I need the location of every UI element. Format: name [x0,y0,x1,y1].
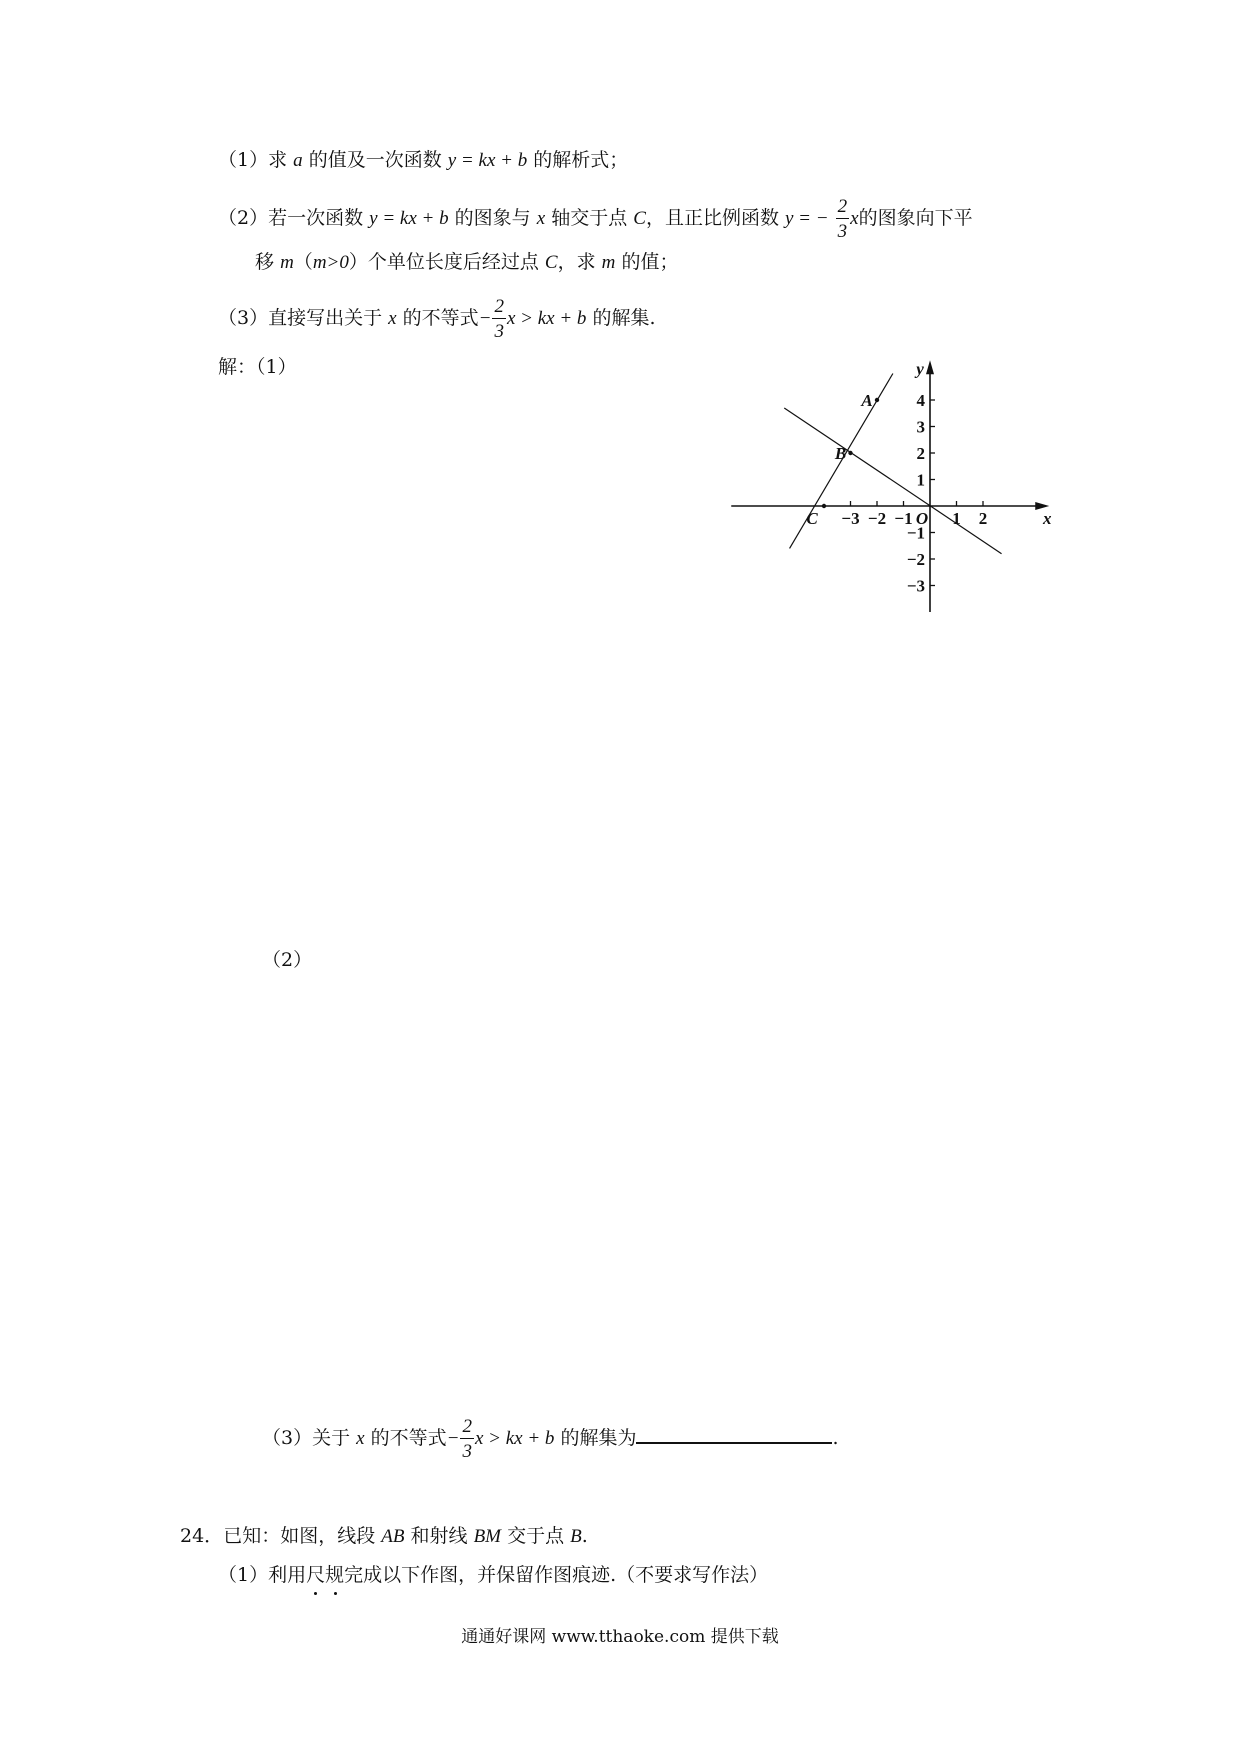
point-b-label: B [834,444,847,463]
proportional-function-lhs: y = − [785,208,829,229]
fraction-numerator: 2 [462,1416,472,1437]
fraction-numerator: 2 [494,296,504,317]
emphasis-ruler-compass [306,1564,344,1586]
q23-answer-3 [262,1417,839,1461]
coordinate-graph [720,340,1052,600]
q23-part2-text: ，且正比例函数 [645,207,779,229]
q23-part3-text-end: 的解集. [592,307,656,329]
q23-part2-text: 移 [255,251,275,273]
inequality: x > kx + b [474,1428,555,1449]
fraction-two-thirds [460,1417,474,1461]
point-b-marker [848,451,852,455]
graph-line-2 [784,408,1001,554]
var-x: x [850,208,859,229]
fraction-two-thirds [492,297,506,341]
q23-part2-text-end: 的值； [621,251,679,273]
x-tick-label: −2 [867,509,887,528]
q24-text: 和射线 [410,1525,468,1547]
origin-label: O [915,509,929,528]
minus-sign: − [446,1428,460,1449]
emphasis-dot [314,1592,317,1595]
minus-sign: − [478,308,492,329]
answer3-period: . [832,1427,839,1449]
point-c-label: C [806,509,818,528]
q24-part1 [218,1563,768,1587]
y-tick-label: −2 [906,550,925,569]
point-a-marker [875,398,879,402]
q23-part1 [218,148,628,173]
point-a-label: A [861,391,873,410]
q23-part3-label: （3）直接写出关于 [218,307,383,329]
q24-part1-label: （1）利用 [218,1564,307,1586]
var-x: x [388,308,397,329]
q23-part2-cont [255,250,678,275]
y-tick-label: 3 [916,417,925,437]
answer3-text: 的解集为 [560,1427,637,1449]
q23-part2-text: ）个单位长度后经过点 [348,251,539,273]
ray-bm: BM [473,1526,502,1547]
q23-part2-text: 的图象向下平 [858,207,973,229]
q24-period: . [581,1525,588,1547]
point-b: B [570,1526,582,1547]
x-tick-label: −1 [894,509,913,528]
q23-part2-label: （2）若一次函数 [218,207,364,229]
var-x: x [356,1428,365,1449]
q24-text: 交于点 [507,1525,565,1547]
answer3-label: （3）关于 [262,1427,351,1449]
paren-open: （ [293,251,313,273]
x-tick-label: 1 [952,509,961,528]
x-tick-label: 2 [978,509,988,528]
solution-label-1: 解：（1） [218,356,297,378]
y-tick-label: 2 [916,444,925,463]
q24-text: 已知：如图，线段 [223,1525,376,1547]
q24-stem [180,1524,588,1549]
graph-root [731,359,1052,612]
y-axis-label: y [916,359,924,379]
q23-part2 [218,197,973,241]
fraction-denominator: 3 [494,321,504,342]
segment-ab: AB [381,1526,405,1547]
inequality: x > kx + b [506,308,587,329]
var-a: a [293,150,303,171]
linear-function-equation: y = kx + b [447,150,528,171]
x-axis-label: x [1043,509,1052,528]
fraction-denominator: 3 [837,221,848,242]
q23-part2-text: 轴交于点 [551,207,628,229]
y-tick-label: −3 [906,576,925,596]
var-x: x [536,208,546,229]
q23-part2-text: ，求 [557,251,596,273]
linear-function-equation: y = kx + b [369,208,449,229]
fraction-denominator: 3 [462,1441,472,1462]
y-axis-arrow [926,360,934,374]
q23-part3-text: 的不等式 [402,307,479,329]
point-c: C [544,252,558,273]
emphasis-text: 尺规 [306,1564,345,1586]
y-tick-label: −1 [906,523,925,543]
x-tick-label: −3 [841,509,860,528]
q24-part1-text: 完成以下作图，并保留作图痕迹.（不要求写作法） [344,1564,769,1586]
solution-label-2: （2） [262,949,313,971]
var-m: m [601,252,616,273]
answer3-text: 的不等式 [370,1427,447,1449]
y-tick-label: 4 [916,391,925,410]
q23-part2-text: 的图象与 [454,207,531,229]
q23-part3 [218,297,656,341]
emphasis-dot [334,1592,337,1595]
condition-m-positive: m>0 [312,252,349,273]
q23-part1-text: 的值及一次函数 [308,149,442,171]
point-c-marker [822,504,826,508]
answer-blank[interactable] [636,1424,832,1444]
q23-part1-text-end: 的解析式； [533,149,629,171]
var-m: m [280,252,294,273]
point-c: C [633,208,646,229]
question-number: 24． [180,1525,224,1547]
footer: 通通好课网 www.tthaoke.com 提供下载 [461,1627,779,1647]
fraction-numerator: 2 [837,196,848,217]
y-tick-label: 1 [916,470,925,490]
fraction-two-thirds [836,197,850,241]
q23-part1-label: （1）求 [218,149,288,171]
